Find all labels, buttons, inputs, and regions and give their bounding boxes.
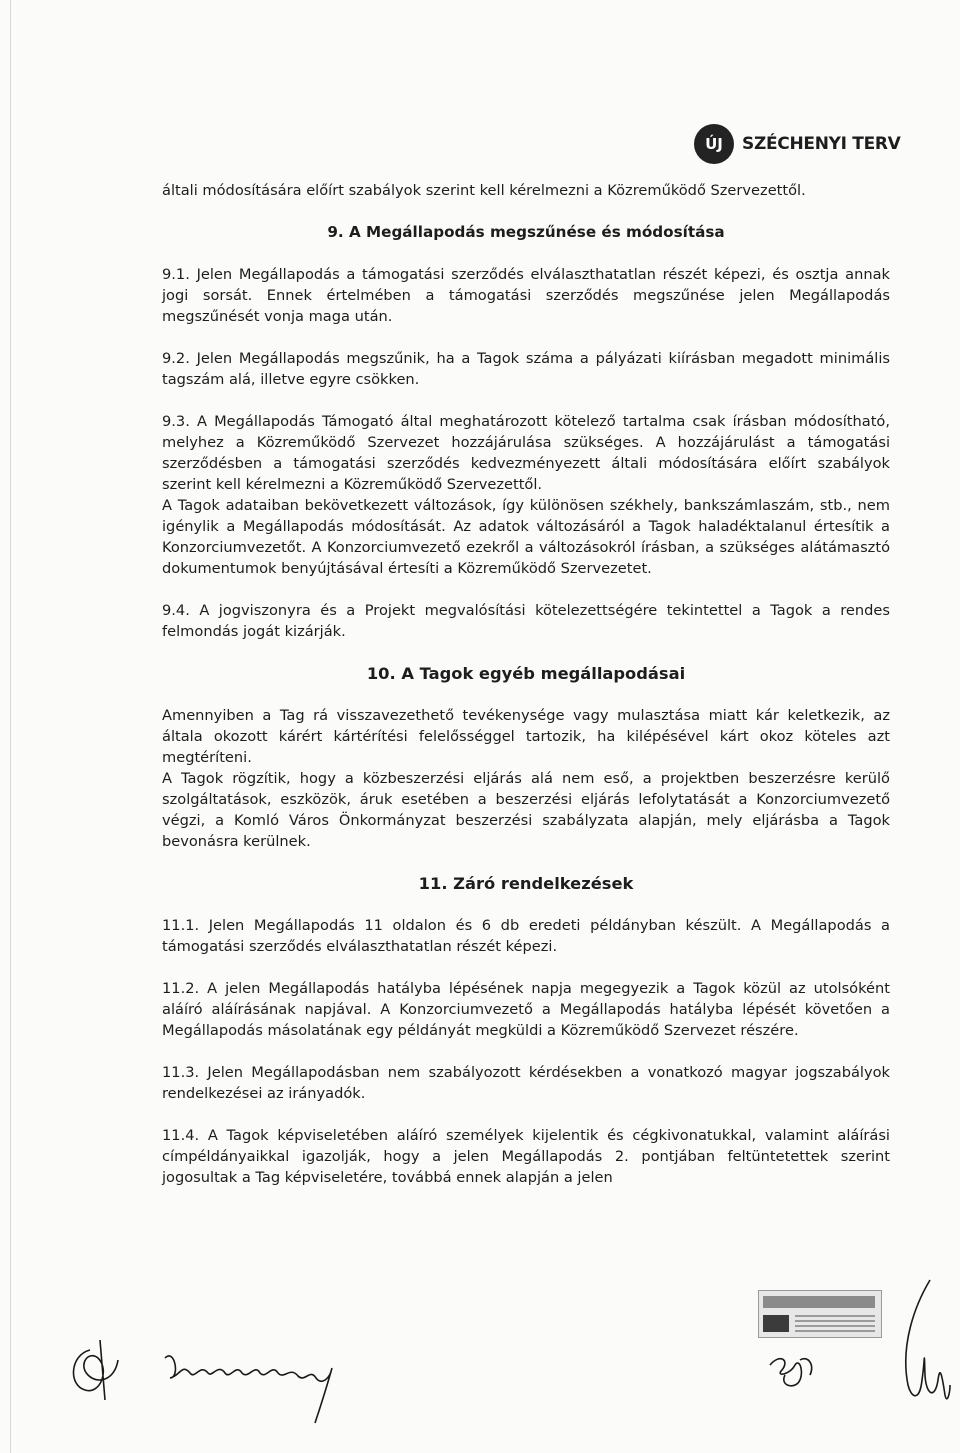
clause-9-3-continued: A Tagok adataiban bekövetkezett változások, így különösen székhely, bankszámlaszám, stb., nem igénylik a Megállapodás módosítását. Az adatok változásáról a Tagok haladéktalanul értesítik a Konzorciumvezetőt. A Konzorciumvezető ezekről a változásokról írásban, a szükséges alátámasztó dokumentumok benyújtásával értesíti a Közreműködő Szervezetet. xyxy=(162,497,890,577)
clause-9-3: 9.3. A Megállapodás Támogató által meghatározott kötelező tartalma csak írásban módosítható, melyhez a Közreműködő Szervezet hozzájárulása szükséges. A hozzájárulást a támogatási szerződésben a támogatási szerződés kedvezményezett általi módosítására előírt szabályok szerint kell kérelmezni a Közreműködő Szervezettől. xyxy=(162,413,890,493)
section-9-heading: 9. A Megállapodás megszűnése és módosítása xyxy=(327,223,725,241)
clause-9-1: 9.1. Jelen Megállapodás a támogatási szerződés elválaszthatatlan részét képezi, és osztja annak jogi sorsát. Ennek értelmében a támogatási szerződés megszűnése jelen Megállapodás megszűnését vonja maga után. xyxy=(162,266,890,325)
szechenyi-terv-logo xyxy=(694,120,901,168)
initials-signature-1 xyxy=(60,1330,130,1410)
handwritten-signature-4 xyxy=(890,1275,955,1415)
clause-9-4: 9.4. A jogviszonyra és a Projekt megvalósítási kötelezettségére tekintettel a Tagok a rendes felmondás jogát kizárják. xyxy=(162,602,890,640)
clause-11-3: 11.3. Jelen Megállapodásban nem szabályozott kérdésekben a vonatkozó magyar jogszabályok rendelkezései az irányadók. xyxy=(162,1064,890,1102)
section-10-paragraph-2: A Tagok rögzítik, hogy a közbeszerzési eljárás alá nem eső, a projektben beszerzésre kerülő szolgáltatások, eszközök, áruk esetében a beszerzési eljárás lefolytatását a Konzorciumvezető végzi, a Komló Város Önkormányzat beszerzési szabályzata alapján, mely eljárásba a Tagok bevonásra kerülnek. xyxy=(162,770,890,850)
eu-flag-icon xyxy=(763,1315,789,1332)
scan-edge-line xyxy=(10,0,11,1453)
section-11-heading: 11. Záró rendelkezések xyxy=(418,874,634,893)
section-10-heading: 10. A Tagok egyéb megállapodásai xyxy=(366,664,686,683)
cofund-fine-print xyxy=(795,1315,875,1332)
clause-11-2: 11.2. A jelen Megállapodás hatályba lépésének napja megegyezik a Tagok közül az utolsóként aláíró aláírásának napjával. A Konzorciumvezető a Megállapodás hatályba lépését követően a Megállapodás másolatának egy példányát megküldi a Közreműködő Szervezet részére. xyxy=(162,980,890,1039)
initials-signature-3 xyxy=(760,1345,820,1395)
intro-paragraph: általi módosítására előírt szabályok szerint kell kérelmezni a Közreműködő Szervezettől. xyxy=(162,182,806,199)
clause-11-4: 11.4. A Tagok képviseletében aláíró személyek kijelentik és cégkivonatukkal, valamint aláírási címpéldányaikkal igazolják, hogy a jelen Megállapodás 2. pontjában feltüntetettek szerint jogosultak a Tag képviseletére, továbbá ennek alapján a jelen xyxy=(162,1127,890,1186)
section-10-paragraph-1: Amennyiben a Tag rá visszavezethető tevékenysége vagy mulasztása miatt kár keletkezik, az általa okozott kárért kártérítési felelősséggel tartozik, ha kilépésével kárt okoz köteles azt megtéríteni. xyxy=(162,707,890,766)
clause-11-1: 11.1. Jelen Megállapodás 11 oldalon és 6 db eredeti példányban készült. A Megállapodás a támogatási szerződés elválaszthatatlan részét képezi. xyxy=(162,917,890,955)
logo-badge: ÚJ xyxy=(694,124,734,164)
document-body xyxy=(162,180,890,1188)
clause-9-2: 9.2. Jelen Megállapodás megszűnik, ha a Tagok száma a pályázati kiírásban megadott minimális tagszám alá, illetve egyre csökken. xyxy=(162,350,890,388)
handwritten-signature-2 xyxy=(160,1338,350,1428)
eu-cofunding-stamp xyxy=(758,1290,882,1338)
logo-text: SZÉCHENYI TERV xyxy=(742,134,901,154)
cofund-banner xyxy=(763,1296,875,1308)
